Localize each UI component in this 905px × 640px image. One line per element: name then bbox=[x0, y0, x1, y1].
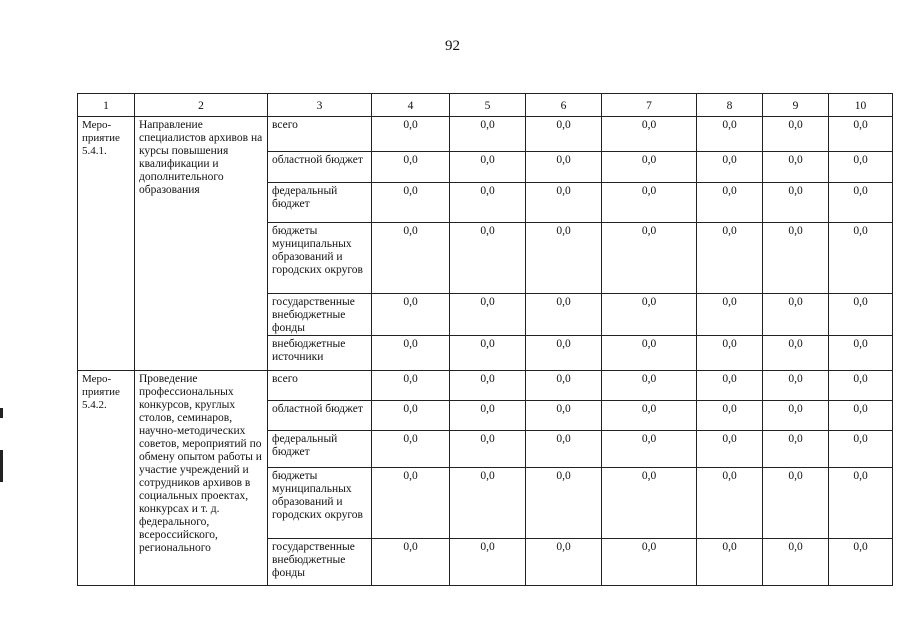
value-cell: 0,0 bbox=[372, 117, 450, 152]
table-row bbox=[78, 117, 893, 152]
value-cell: 0,0 bbox=[372, 294, 450, 336]
scan-edge-mark bbox=[0, 408, 3, 418]
value-cell: 0,0 bbox=[697, 152, 763, 183]
value-cell: 0,0 bbox=[697, 117, 763, 152]
value-cell: 0,0 bbox=[372, 223, 450, 294]
value-cell: 0,0 bbox=[763, 431, 829, 468]
value-cell: 0,0 bbox=[697, 294, 763, 336]
value-cell: 0,0 bbox=[372, 539, 450, 586]
value-cell: 0,0 bbox=[372, 401, 450, 431]
funding-source: федеральный бюджет bbox=[268, 183, 372, 223]
measure-title: Направление специалистов архивов на курсы повышения квалификации и дополнительного образования bbox=[135, 117, 268, 371]
value-cell: 0,0 bbox=[829, 117, 893, 152]
funding-source: внебюджетные источники bbox=[268, 336, 372, 371]
scan-edge-mark bbox=[0, 450, 3, 482]
value-cell: 0,0 bbox=[829, 539, 893, 586]
value-cell: 0,0 bbox=[602, 468, 697, 539]
column-header: 3 bbox=[268, 94, 372, 117]
value-cell: 0,0 bbox=[450, 431, 526, 468]
value-cell: 0,0 bbox=[829, 223, 893, 294]
value-cell: 0,0 bbox=[829, 468, 893, 539]
column-header: 10 bbox=[829, 94, 893, 117]
value-cell: 0,0 bbox=[763, 152, 829, 183]
value-cell: 0,0 bbox=[829, 431, 893, 468]
value-cell: 0,0 bbox=[450, 468, 526, 539]
funding-source: бюджеты муниципальных образований и городских округов bbox=[268, 223, 372, 294]
value-cell: 0,0 bbox=[763, 539, 829, 586]
value-cell: 0,0 bbox=[763, 183, 829, 223]
funding-source: федеральный бюджет bbox=[268, 431, 372, 468]
value-cell: 0,0 bbox=[763, 294, 829, 336]
page-number: 92 bbox=[445, 38, 460, 54]
value-cell: 0,0 bbox=[372, 336, 450, 371]
value-cell: 0,0 bbox=[697, 223, 763, 294]
value-cell: 0,0 bbox=[763, 468, 829, 539]
column-header: 5 bbox=[450, 94, 526, 117]
value-cell: 0,0 bbox=[763, 223, 829, 294]
funding-source: государственные внебюджетные фонды bbox=[268, 294, 372, 336]
value-cell: 0,0 bbox=[829, 371, 893, 401]
column-header: 7 bbox=[602, 94, 697, 117]
value-cell: 0,0 bbox=[697, 336, 763, 371]
value-cell: 0,0 bbox=[450, 401, 526, 431]
value-cell: 0,0 bbox=[372, 183, 450, 223]
funding-source: всего bbox=[268, 117, 372, 152]
measure-title: Проведение профессиональных конкурсов, круглых столов, семинаров, научно-методических советов, мероприятий по обмену опытом работы и участие учреждений и сотрудников архивов в социальных проектах, конкурсах и т. д. федерального, всероссийского, регионального bbox=[135, 371, 268, 586]
value-cell: 0,0 bbox=[829, 401, 893, 431]
value-cell: 0,0 bbox=[450, 539, 526, 586]
table-row bbox=[78, 371, 893, 401]
column-header: 9 bbox=[763, 94, 829, 117]
measure-code: Меро-приятие 5.4.1. bbox=[78, 117, 135, 371]
value-cell: 0,0 bbox=[829, 336, 893, 371]
value-cell: 0,0 bbox=[450, 117, 526, 152]
value-cell: 0,0 bbox=[602, 183, 697, 223]
value-cell: 0,0 bbox=[602, 431, 697, 468]
value-cell: 0,0 bbox=[372, 468, 450, 539]
value-cell: 0,0 bbox=[697, 371, 763, 401]
value-cell: 0,0 bbox=[763, 401, 829, 431]
value-cell: 0,0 bbox=[602, 539, 697, 586]
value-cell: 0,0 bbox=[602, 336, 697, 371]
value-cell: 0,0 bbox=[526, 152, 602, 183]
column-header: 4 bbox=[372, 94, 450, 117]
funding-source: бюджеты муниципальных образований и городских округов bbox=[268, 468, 372, 539]
value-cell: 0,0 bbox=[526, 468, 602, 539]
value-cell: 0,0 bbox=[602, 371, 697, 401]
value-cell: 0,0 bbox=[372, 152, 450, 183]
funding-source: областной бюджет bbox=[268, 401, 372, 431]
value-cell: 0,0 bbox=[763, 336, 829, 371]
value-cell: 0,0 bbox=[526, 539, 602, 586]
value-cell: 0,0 bbox=[602, 401, 697, 431]
value-cell: 0,0 bbox=[372, 431, 450, 468]
funding-source: государственные внебюджетные фонды bbox=[268, 539, 372, 586]
column-header: 8 bbox=[697, 94, 763, 117]
header-row bbox=[78, 94, 893, 117]
value-cell: 0,0 bbox=[697, 401, 763, 431]
value-cell: 0,0 bbox=[829, 294, 893, 336]
value-cell: 0,0 bbox=[697, 468, 763, 539]
value-cell: 0,0 bbox=[697, 183, 763, 223]
value-cell: 0,0 bbox=[602, 294, 697, 336]
value-cell: 0,0 bbox=[526, 117, 602, 152]
value-cell: 0,0 bbox=[829, 152, 893, 183]
value-cell: 0,0 bbox=[526, 431, 602, 468]
value-cell: 0,0 bbox=[526, 183, 602, 223]
value-cell: 0,0 bbox=[526, 294, 602, 336]
funding-source: областной бюджет bbox=[268, 152, 372, 183]
value-cell: 0,0 bbox=[602, 117, 697, 152]
column-header: 2 bbox=[135, 94, 268, 117]
value-cell: 0,0 bbox=[526, 336, 602, 371]
value-cell: 0,0 bbox=[372, 371, 450, 401]
value-cell: 0,0 bbox=[526, 401, 602, 431]
value-cell: 0,0 bbox=[763, 371, 829, 401]
funding-source: всего bbox=[268, 371, 372, 401]
value-cell: 0,0 bbox=[450, 371, 526, 401]
budget-table bbox=[77, 93, 893, 586]
value-cell: 0,0 bbox=[450, 223, 526, 294]
value-cell: 0,0 bbox=[829, 183, 893, 223]
value-cell: 0,0 bbox=[763, 117, 829, 152]
value-cell: 0,0 bbox=[697, 539, 763, 586]
value-cell: 0,0 bbox=[602, 152, 697, 183]
measure-code: Меро-приятие 5.4.2. bbox=[78, 371, 135, 586]
value-cell: 0,0 bbox=[450, 152, 526, 183]
column-header: 6 bbox=[526, 94, 602, 117]
value-cell: 0,0 bbox=[526, 223, 602, 294]
value-cell: 0,0 bbox=[450, 183, 526, 223]
column-header: 1 bbox=[78, 94, 135, 117]
value-cell: 0,0 bbox=[450, 336, 526, 371]
value-cell: 0,0 bbox=[450, 294, 526, 336]
value-cell: 0,0 bbox=[602, 223, 697, 294]
value-cell: 0,0 bbox=[526, 371, 602, 401]
value-cell: 0,0 bbox=[697, 431, 763, 468]
